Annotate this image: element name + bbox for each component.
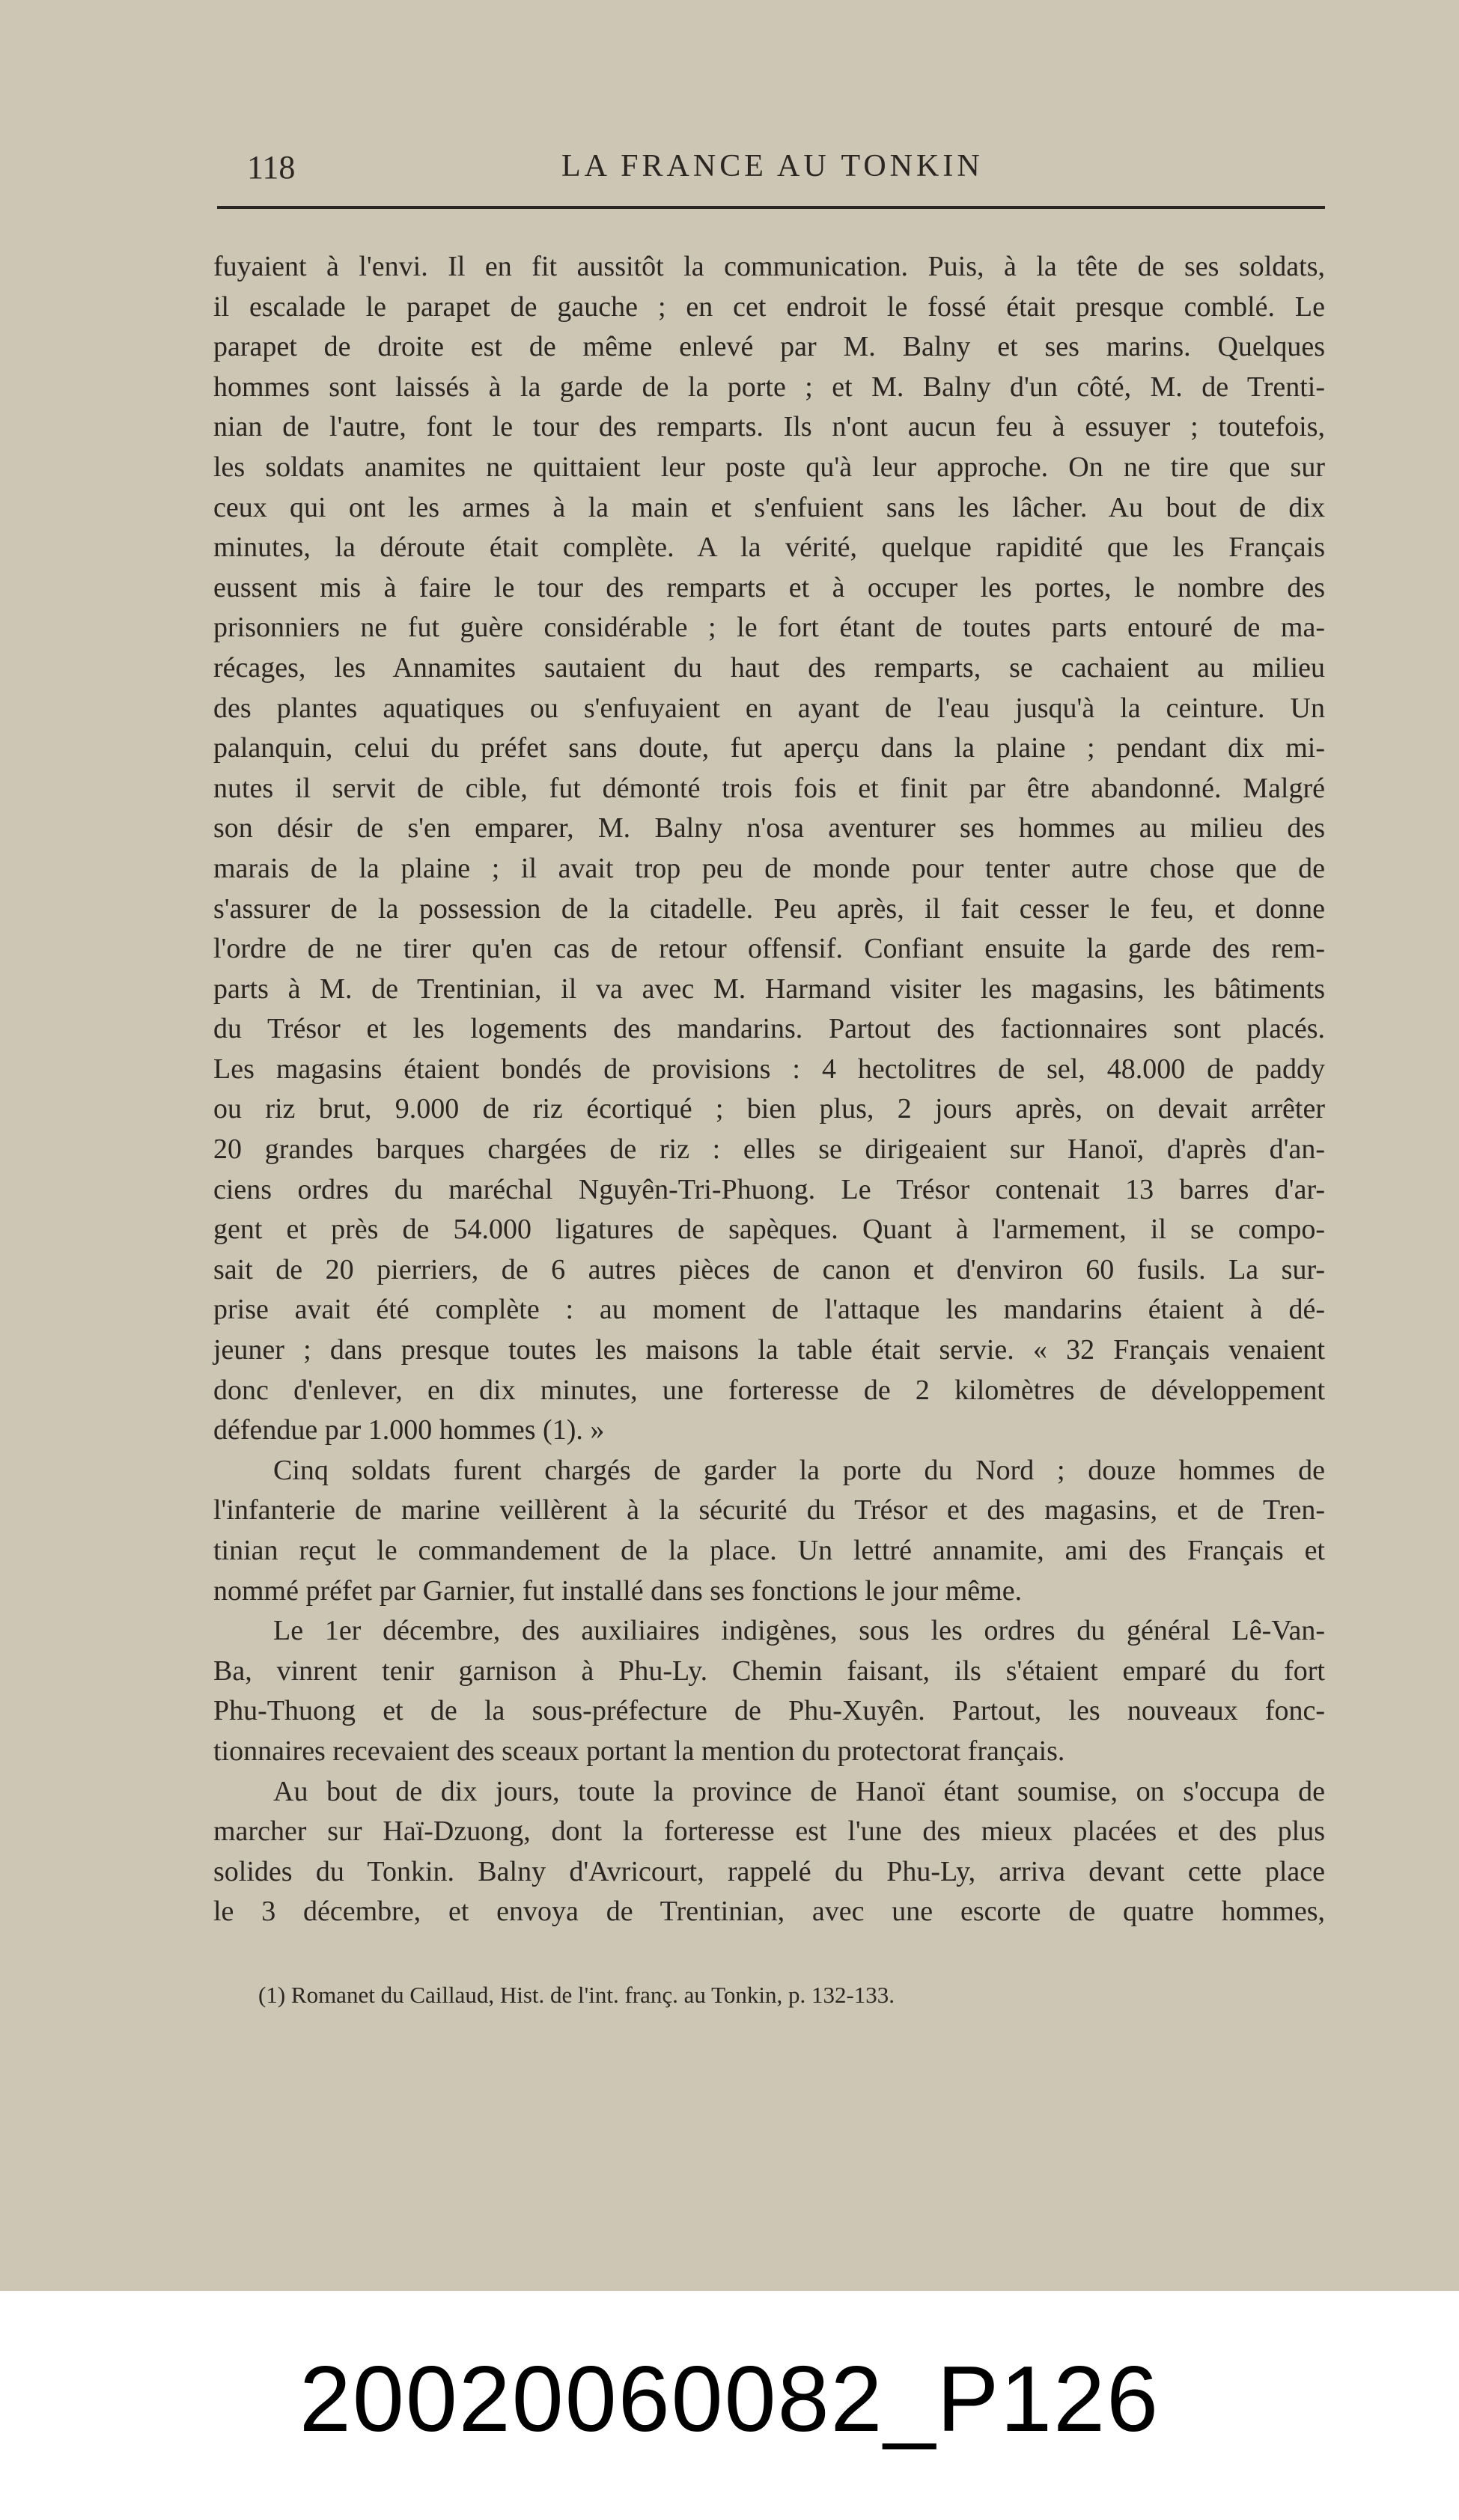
- text-line: fuyaient à l'envi. Il en fit aussitôt la communication. Puis, à la tête de ses soldats,: [213, 251, 1325, 282]
- page-number: 118: [247, 149, 296, 186]
- text-line: gent et près de 54.000 ligatures de sapèques. Quant à l'armement, il se compo-: [213, 1214, 1325, 1246]
- text-line: Le 1er décembre, des auxiliaires indigènes, sous les ordres du général Lê-Van-: [273, 1615, 1325, 1647]
- text-line: minutes, la déroute était complète. A la vérité, quelque rapidité que les Français: [213, 532, 1325, 564]
- running-title: LA FRANCE AU TONKIN: [561, 149, 984, 183]
- text-line: récages, les Annamites sautaient du haut des remparts, se cachaient au milieu: [213, 651, 1325, 684]
- text-line: nian de l'autre, font le tour des remparts. Ils n'ont aucun feu à essuyer ; toutefois,: [213, 411, 1325, 443]
- text-line: prise avait été complète : au moment de l'attaque les mandarins étaient à dé-: [213, 1294, 1325, 1326]
- text-line: ou riz brut, 9.000 de riz écortiqué ; bien plus, 2 jours après, on devait arrêter: [213, 1093, 1325, 1125]
- footnote: (1) Romanet du Caillaud, Hist. de l'int. franç. au Tonkin, p. 132-133.: [258, 1982, 895, 2008]
- text-line: 20 grandes barques chargées de riz : elles se dirigeaient sur Hanoï, d'après d'an-: [213, 1133, 1325, 1166]
- text-line: le 3 décembre, et envoya de Trentinian, avec une escorte de quatre hommes,: [213, 1896, 1325, 1928]
- text-line: nommé préfet par Garnier, fut installé dans ses fonctions le jour même.: [213, 1574, 1023, 1607]
- text-line: marais de la plaine ; il avait trop peu de monde pour tenter autre chose que de: [213, 852, 1325, 884]
- text-line: du Trésor et les logements des mandarins. Partout des factionnaires sont placés.: [213, 1013, 1325, 1045]
- text-line: Les magasins étaient bondés de provisions : 4 hectolitres de sel, 48.000 de paddy: [213, 1053, 1325, 1085]
- header-rule: [217, 206, 1325, 209]
- text-line: son désir de s'en emparer, M. Balny n'osa aventurer ses hommes au milieu des: [213, 812, 1325, 844]
- text-line: tionnaires recevaient des sceaux portant la mention du protectorat français.: [213, 1735, 1065, 1767]
- text-line: sait de 20 pierriers, de 6 autres pièces de canon et d'environ 60 fusils. La sur-: [213, 1253, 1325, 1285]
- text-line: les soldats anamites ne quittaient leur poste qu'à leur approche. On ne tire que sur: [213, 451, 1325, 483]
- text-line: il escalade le parapet de gauche ; en cet endroit le fossé était presque comblé. Le: [213, 290, 1325, 323]
- text-line: s'assurer de la possession de la citadelle. Peu après, il fait cesser le feu, et donne: [213, 892, 1325, 925]
- text-line: tinian reçut le commandement de la place. Un lettré annamite, ami des Français et: [213, 1535, 1325, 1566]
- text-line: donc d'enlever, en dix minutes, une forteresse de 2 kilomètres de développement: [213, 1374, 1325, 1406]
- text-line: parts à M. de Trentinian, il va avec M. Harmand visiter les magasins, les bâtiments: [213, 973, 1325, 1005]
- text-line: défendue par 1.000 hommes (1). »: [213, 1414, 605, 1446]
- text-line: nutes il servit de cible, fut démonté trois fois et finit par être abandonné. Malgré: [213, 772, 1325, 804]
- text-line: ceux qui ont les armes à la main et s'enfuient sans les lâcher. Au bout de dix: [213, 491, 1325, 523]
- text-line: eussent mis à faire le tour des remparts et à occuper les portes, le nombre des: [213, 571, 1325, 603]
- text-line: hommes sont laissés à la garde de la porte ; et M. Balny d'un côté, M. de Trenti-: [213, 371, 1325, 403]
- text-line: Ba, vinrent tenir garnison à Phu-Ly. Chemin faisant, ils s'étaient emparé du fort: [213, 1655, 1325, 1687]
- text-line: prisonniers ne fut guère considérable ; le fort étant de toutes parts entouré de ma-: [213, 612, 1325, 644]
- page-header: [217, 142, 1325, 195]
- text-line: Au bout de dix jours, toute la province de Hanoï étant soumise, on s'occupa de: [273, 1775, 1325, 1807]
- text-line: l'ordre de ne tirer qu'en cas de retour offensif. Confiant ensuite la garde des rem-: [213, 933, 1325, 965]
- text-line: solides du Tonkin. Balny d'Avricourt, rappelé du Phu-Ly, arriva devant cette place: [213, 1855, 1325, 1887]
- text-line: des plantes aquatiques ou s'enfuyaient en ayant de l'eau jusqu'à la ceinture. Un: [213, 692, 1325, 724]
- text-line: Cinq soldats furent chargés de garder la porte du Nord ; douze hommes de: [273, 1454, 1325, 1486]
- body-text: [213, 247, 1325, 1932]
- text-line: ciens ordres du maréchal Nguyên-Tri-Phuong. Le Trésor contenait 13 barres d'ar-: [213, 1173, 1325, 1205]
- text-line: jeuner ; dans presque toutes les maisons la table était servie. « 32 Français venaient: [213, 1334, 1325, 1366]
- text-line: parapet de droite est de même enlevé par M. Balny et ses marins. Quelques: [213, 331, 1325, 363]
- text-line: palanquin, celui du préfet sans doute, fut aperçu dans la plaine ; pendant dix mi-: [213, 732, 1325, 764]
- text-line: Phu-Thuong et de la sous-préfecture de Phu-Xuyên. Partout, les nouveaux fonc-: [213, 1695, 1325, 1727]
- text-line: l'infanterie de marine veillèrent à la sécurité du Trésor et des magasins, et de Tren-: [213, 1494, 1325, 1527]
- image-caption: 20020060082_P126: [299, 2348, 1160, 2451]
- text-line: marcher sur Haï-Dzuong, dont la forteresse est l'une des mieux placées et des plus: [213, 1816, 1325, 1848]
